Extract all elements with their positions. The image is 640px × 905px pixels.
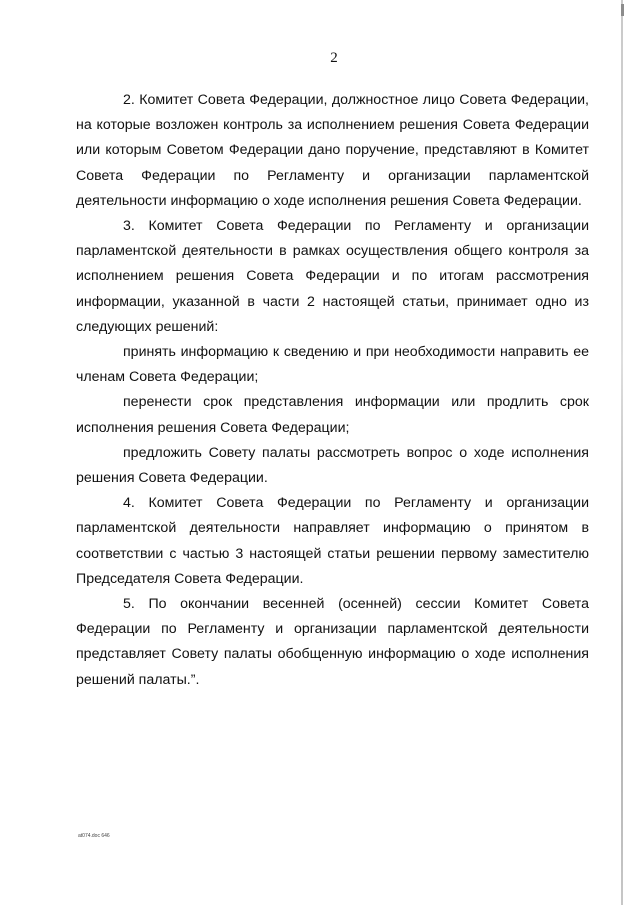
page-number: 2	[330, 50, 338, 66]
list-item-accept-info: принять информацию к сведению и при необходимости направить ее членам Совета Федерации;	[76, 344, 589, 386]
document-body	[76, 88, 589, 693]
paragraph-5: 5. По окончании весенней (осенней) сессии Комитет Совета Федерации по Регламенту и организации парламентской деятельности представляет Совету палаты обобщенную информацию о ходе исполнения решений палаты.”.	[76, 596, 589, 688]
scan-edge-mark	[621, 4, 624, 16]
footer-doc-code: at074.doc 646	[78, 833, 110, 839]
paragraph-4: 4. Комитет Совета Федерации по Регламенту и организации парламентской деятельности направляет информацию о принятом в соответствии с частью 3 настоящей статьи решении первому заместителю Председателя Совета Федерации.	[76, 495, 589, 587]
paragraph-2: 2. Комитет Совета Федерации, должностное лицо Совета Федерации, на которые возложен контроль за исполнением решения Совета Федерации или которым Советом Федерации дано поручение, представляют в Комитет Совета Федерации по Регламенту и организации парламентской деятельности информацию о ходе исполнения решения Совета Федерации.	[76, 92, 589, 209]
paragraph-3: 3. Комитет Совета Федерации по Регламенту и организации парламентской деятельности в рамках осуществления общего контроля за исполнением решения Совета Федерации и по итогам рассмотрения информации, указанной в части 2 настоящей статьи, принимает одно из следующих решений:	[76, 218, 589, 335]
list-item-extend-term: перенести срок представления информации или продлить срок исполнения решения Совета Федерации;	[76, 394, 589, 436]
scan-edge-line	[621, 0, 623, 905]
list-item-propose-council: предложить Совету палаты рассмотреть вопрос о ходе исполнения решения Совета Федерации.	[76, 444, 589, 487]
